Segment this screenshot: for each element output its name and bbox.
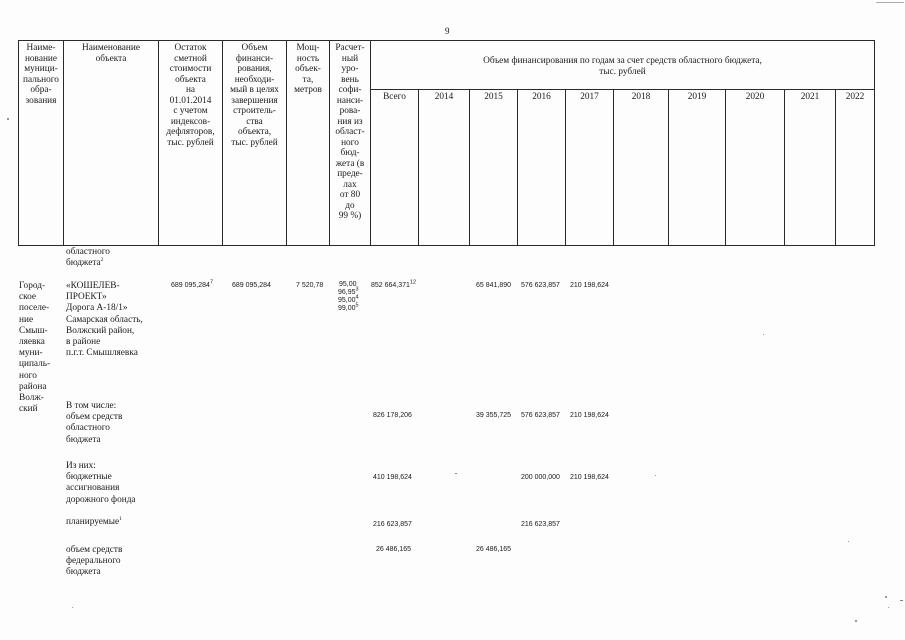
header-share-line: ный bbox=[341, 53, 359, 64]
object-description bbox=[66, 281, 143, 359]
federal-total: 26 486,165 bbox=[376, 546, 412, 553]
header-municipality-line: пального bbox=[23, 74, 59, 85]
municipality-line: муни- bbox=[19, 348, 43, 359]
municipality-line: района bbox=[19, 381, 47, 392]
header-capacity-line: ность bbox=[296, 53, 320, 64]
header-required-financing bbox=[223, 43, 286, 148]
federal-line: федерального bbox=[66, 556, 121, 567]
header-year-2017: 2017 bbox=[580, 92, 599, 102]
including-y2017: 210 198,624 bbox=[570, 412, 609, 419]
header-share-line: жета (в bbox=[335, 158, 365, 169]
header-remainder-line: дефляторов, bbox=[166, 127, 215, 137]
header-required-line: ства bbox=[246, 116, 263, 127]
header-capacity-line: та, bbox=[302, 74, 314, 85]
object-line: Дорога А-18/1» bbox=[66, 303, 128, 314]
header-year-2022: 2022 bbox=[845, 92, 865, 102]
header-year-2019: 2019 bbox=[687, 92, 707, 102]
header-remainder-line: объекта bbox=[175, 74, 206, 85]
header-share-line: област- bbox=[335, 127, 365, 137]
required-value: 689 095,284 bbox=[232, 282, 271, 289]
header-remainder-line: индексов- bbox=[170, 116, 211, 127]
object-line: Волжский район, bbox=[66, 325, 135, 336]
cofinancing-share: 96,95$^3$ bbox=[338, 286, 359, 296]
header-share-line: ного bbox=[341, 137, 359, 148]
including-y2016: 576 623,857 bbox=[521, 412, 560, 419]
header-remainder-line: на bbox=[185, 85, 196, 95]
including-line: В том числе: bbox=[66, 401, 117, 411]
header-share-line: ния из bbox=[337, 116, 363, 127]
object-line: «КОШЕЛЕВ- bbox=[66, 281, 120, 291]
header-year-2014: 2014 bbox=[434, 92, 454, 102]
header-remainder-line: тыс. рублей bbox=[167, 137, 214, 148]
road-fund-line: Из них: bbox=[66, 461, 96, 471]
including-line: бюджета bbox=[66, 434, 101, 445]
header-object-name-line: объекта bbox=[95, 53, 127, 64]
y2015-value: 65 841,890 bbox=[476, 282, 512, 289]
road-fund-y2016: 200 000,000 bbox=[521, 474, 560, 481]
planned-label: планируемые$^1$ bbox=[66, 515, 122, 527]
municipality-name bbox=[19, 281, 50, 415]
road-fund-line: ассигнования bbox=[66, 483, 120, 494]
header-remainder-line: Остаток bbox=[174, 43, 207, 53]
header-required-line: Объем bbox=[241, 43, 268, 53]
federal-line: объем средств bbox=[66, 545, 123, 555]
header-required-line: финанси- bbox=[235, 53, 274, 64]
header-year-2018: 2018 bbox=[631, 92, 651, 102]
header-financing-line: Объем финансирования по годам за счет средств областного бюджета, bbox=[483, 56, 762, 66]
header-remainder-line: стоимости bbox=[169, 64, 212, 74]
header-capacity bbox=[287, 43, 329, 96]
header-required-line: мый в целях bbox=[230, 85, 279, 95]
header-object-name-line: Наименование bbox=[82, 43, 140, 53]
header-share-line: от 80 bbox=[339, 190, 361, 200]
federal-y2015: 26 486,165 bbox=[476, 546, 512, 553]
header-municipality-line: Наиме- bbox=[26, 43, 56, 53]
municipality-line: ние bbox=[19, 314, 34, 325]
including-total: 826 178,206 bbox=[373, 412, 412, 419]
header-year-2020: 2020 bbox=[745, 92, 765, 102]
municipality-line: Смыш- bbox=[19, 325, 48, 336]
road-fund-line: дорожного фонда bbox=[66, 494, 136, 505]
header-municipality-line: зования bbox=[25, 95, 57, 106]
object-line: п.г.т. Смышляевка bbox=[66, 348, 138, 359]
y2016-value: 576 623,857 bbox=[521, 282, 560, 289]
header-object-name bbox=[64, 43, 158, 64]
header-financing-group bbox=[371, 56, 874, 77]
including-regional-label bbox=[66, 401, 122, 446]
road-fund-y2017: 210 198,624 bbox=[570, 474, 609, 481]
municipality-line: Волж- bbox=[19, 393, 44, 404]
header-share-line: вень bbox=[341, 74, 359, 85]
header-municipality-line: муници- bbox=[24, 64, 58, 74]
cofinancing-share: 95,00 bbox=[339, 281, 357, 288]
header-share-line: преде- bbox=[337, 169, 363, 179]
object-line: в районе bbox=[66, 337, 101, 348]
header-share-line: рова- bbox=[339, 106, 361, 116]
header-required-line: объекта, bbox=[237, 127, 272, 137]
object-line: Самарская область, bbox=[66, 314, 143, 325]
municipality-line: ляевка bbox=[19, 337, 45, 348]
header-required-line: необходи- bbox=[234, 74, 275, 85]
header-year-2016: 2016 bbox=[532, 92, 551, 102]
municipality-line: ский bbox=[19, 404, 38, 415]
header-share-line: Расчет- bbox=[335, 43, 365, 53]
header-year-2015: 2015 bbox=[484, 92, 503, 102]
header-cofinancing-level bbox=[330, 43, 370, 222]
header-remainder-line: с учетом bbox=[173, 106, 208, 116]
header-financing-line: тыс. рублей bbox=[599, 66, 646, 77]
cofinancing-share: 99,00$^5$ bbox=[338, 302, 359, 312]
including-line: объем средств bbox=[66, 412, 123, 423]
header-share-line: бюд- bbox=[340, 148, 360, 158]
total-value: 852 664,371$^{12}$ bbox=[371, 279, 417, 289]
header-required-line: строитель- bbox=[233, 106, 276, 116]
header-share-line: уро- bbox=[341, 64, 359, 74]
header-municipality-line: обра- bbox=[30, 85, 52, 95]
municipality-line: поселе- bbox=[19, 303, 50, 314]
road-fund-line: бюджетные bbox=[66, 472, 112, 483]
cofinancing-share: 95,00$^4$ bbox=[338, 294, 359, 304]
capacity-value: 7 520,78 bbox=[296, 282, 324, 289]
header-municipality-line: нование bbox=[24, 53, 58, 64]
including-line: областного bbox=[66, 423, 110, 434]
header-capacity-line: метров bbox=[294, 85, 322, 95]
header-share-line: до bbox=[345, 200, 355, 211]
header-capacity-line: объек- bbox=[295, 64, 321, 74]
municipality-line: ское bbox=[19, 292, 37, 303]
federal-budget-label bbox=[66, 545, 122, 579]
header-capacity-line: Мощ- bbox=[296, 43, 320, 53]
header-remainder-line: 01.01.2014 bbox=[169, 95, 212, 106]
header-remainder bbox=[159, 43, 222, 148]
header-required-line: завершения bbox=[231, 95, 278, 106]
header-share-line: 99 %) bbox=[338, 211, 362, 221]
page-number: 9 bbox=[445, 26, 450, 36]
object-line: ПРОЕКТ» bbox=[66, 292, 107, 303]
header-share-line: нанси- bbox=[336, 95, 364, 106]
road-fund-label bbox=[66, 461, 136, 506]
header-required-line: тыс. рублей bbox=[231, 137, 278, 148]
federal-line: бюджета bbox=[66, 567, 101, 578]
road-fund-total: 410 198,624 bbox=[373, 474, 412, 481]
cofinancing-shares bbox=[339, 281, 359, 313]
header-total: Всего bbox=[383, 92, 406, 102]
header-required-line: рования, bbox=[237, 64, 272, 74]
header-share-line: софи- bbox=[338, 85, 362, 95]
municipality-line: ного bbox=[19, 370, 37, 381]
header-remainder-line: сметной bbox=[174, 53, 207, 64]
header-share-line: лах bbox=[343, 179, 357, 190]
header-year-2021: 2021 bbox=[800, 92, 820, 102]
y2017-value: 210 198,624 bbox=[570, 282, 609, 289]
carried-over-label: областного бюджета$^2$ bbox=[66, 247, 110, 269]
remainder-value: 689 095,284$^7$ bbox=[171, 279, 213, 289]
header-municipality bbox=[19, 43, 63, 106]
municipality-line: ципаль- bbox=[19, 359, 51, 370]
planned-y2016: 216 623,857 bbox=[521, 521, 560, 528]
planned-total: 216 623,857 bbox=[373, 521, 412, 528]
municipality-line: Город- bbox=[19, 281, 46, 291]
including-y2015: 39 355,725 bbox=[476, 412, 512, 419]
